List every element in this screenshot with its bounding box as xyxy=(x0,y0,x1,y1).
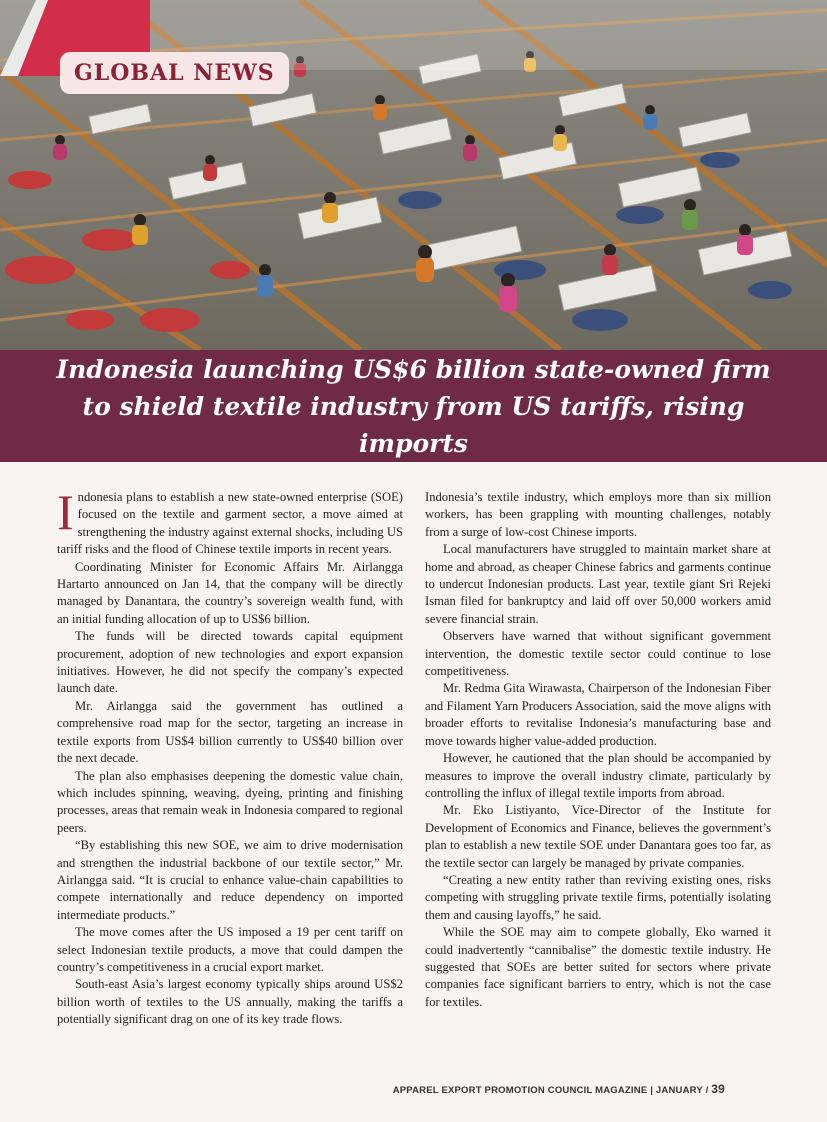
paragraph: Indonesia’s textile industry, which employs more than six million workers, has been grappling with mounting challenges, notably from a surge of low-cost Chinese imports. xyxy=(425,490,771,539)
article-headline: Indonesia launching US$6 billion state-owned firm to shield textile industry from US tariffs, rising imports xyxy=(56,354,771,458)
page-number: 39 xyxy=(711,1082,725,1096)
paragraph: Mr. Airlangga said the government has outlined a comprehensive road map for the sector, targeting an increase in textile exports from US$4 billion currently to US$40 billion over the next decade. xyxy=(57,698,403,766)
drop-cap: I xyxy=(57,484,74,540)
article-body xyxy=(57,484,771,1029)
paragraph: The funds will be directed towards capital equipment procurement, adoption of new technologies and export expansion initiatives. However, he did not specify the company’s expected launch date. xyxy=(57,629,403,696)
paragraph: Mr. Redma Gita Wirawasta, Chairperson of the Indonesian Fiber and Filament Yarn Producers Association, said the move aligns with broader efforts to revitalise Indonesia’s manufacturing base and move towards higher value-added production. xyxy=(425,681,771,748)
footer-separator: / xyxy=(705,1085,709,1096)
paragraph: However, he cautioned that the plan should be accompanied by measures to improve the overall industry climate, particularly by controlling the influx of illegal textile imports from abroad. xyxy=(425,751,771,800)
section-badge: GLOBAL NEWS xyxy=(60,52,289,94)
left-column xyxy=(57,484,403,1029)
paragraph: “By establishing this new SOE, we aim to drive modernisation and strengthen the industrial backbone of our textile sector,” Mr. Airlangga said. “It is crucial to enhance value-chain capabilities to compete internationally and reduce dependency on imported intermediate products.” xyxy=(57,838,403,922)
factory-floor-photo xyxy=(0,0,827,350)
paragraph: Local manufacturers have struggled to maintain market share at home and abroad, as cheaper Chinese fabrics and garments continue to undercut Indonesian products. Last year, textile giant Sri Rejeki Isman filed for bankruptcy and laid off over 50,000 workers amid severe financial strain. xyxy=(425,542,771,626)
headline-band xyxy=(0,350,827,462)
paragraph: The move comes after the US imposed a 19 per cent tariff on select Indonesian textile products, a move that could dampen the country’s competitiveness in a crucial export market. xyxy=(57,925,403,974)
paragraph: Coordinating Minister for Economic Affairs Mr. Airlangga Hartarto announced on Jan 14, that the company will be directly managed by Danantara, the country’s sovereign wealth fund, with an initial funding allocation of up to US$6 billion. xyxy=(57,559,403,626)
magazine-title: APPAREL EXPORT PROMOTION COUNCIL MAGAZINE | JANUARY xyxy=(392,1085,703,1096)
paragraph: South-east Asia’s largest economy typically ships around US$2 billion worth of textiles to the US annually, making the tariffs a potentially significant drag on one of its key trade flows. xyxy=(57,977,403,1027)
paragraph: While the SOE may aim to compete globally, Eko warned it could inadvertently “cannibalise” the domestic textile industry. He suggested that SOEs are better suited for sectors where private companies face significant barriers to entry, which is not the case for textiles. xyxy=(425,925,771,1009)
paragraph: Observers have warned that without significant government intervention, the domestic textile sector could continue to lose competitiveness. xyxy=(425,629,771,679)
right-column xyxy=(425,489,771,1029)
page-footer xyxy=(393,1082,725,1096)
paragraph: “Creating a new entity rather than reviving existing ones, risks competing with struggling private textile firms, potentially isolating them and causing layoffs,” he said. xyxy=(425,872,771,922)
paragraph: The plan also emphasises deepening the domestic value chain, which includes spinning, weaving, dyeing, printing and finishing processes, areas that remain weak in Indonesia compared to regional peers. xyxy=(57,768,403,835)
paragraph: Indonesia plans to establish a new state-owned enterprise (SOE) focused on the textile and garment sector, a move aimed at strengthening the industry against external shocks, including US tariff risks and the flood of Chinese textile imports in recent years. xyxy=(57,484,403,557)
paragraph: Mr. Eko Listiyanto, Vice-Director of the Institute for Development of Economics and Finance, believes the government’s plan to establish a new textile SOE under Danantara goes too far, as the textile sector can largely be managed by private companies. xyxy=(425,803,771,870)
